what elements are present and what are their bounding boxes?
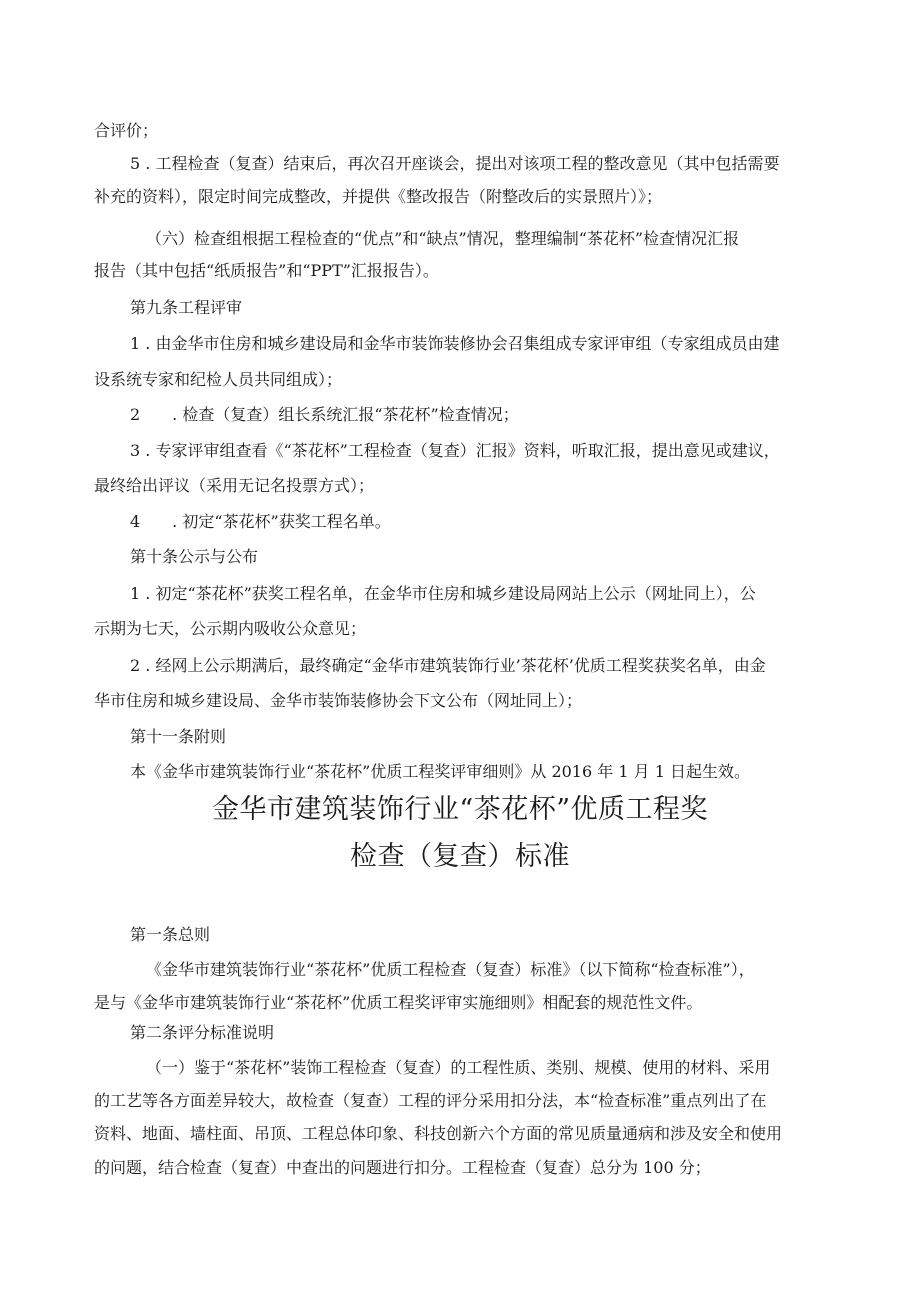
document-title-line2: 检查（复查）标准 <box>350 841 570 872</box>
text-line: 1 . 由金华市住房和城乡建设局和金华市装饰装修协会召集组成专家评审组（专家组成员由建 <box>130 334 780 353</box>
text-line: 资料、地面、墙柱面、吊顶、工程总体印象、科技创新六个方面的常见质量通病和涉及安全和使用 <box>94 1124 783 1143</box>
text-line: 4 . 初定“茶花杯”获奖工程名单。 <box>130 512 391 531</box>
text-line: 1 . 初定“茶花杯”获奖工程名单，在金华市住房和城乡建设局网站上公示（网址同上），公 <box>130 584 756 603</box>
text-line: 报告（其中包括“纸质报告”和“PPT”汇报报告）。 <box>94 261 439 280</box>
text-line: 是与《金华市建筑装饰行业“茶花杯”优质工程奖评审实施细则》相配套的规范性文件。 <box>94 993 703 1012</box>
text-line: 5 . 工程检查（复查）结束后，再次召开座谈会，提出对该项工程的整改意见（其中包括需要 <box>130 154 780 173</box>
section-heading: 第十条公示与公布 <box>130 547 259 566</box>
section-heading: 第一条总则 <box>130 925 211 944</box>
text-line: 本《金华市建筑装饰行业“茶花杯”优质工程奖评审细则》从 2016 年 1 月 1 日起生效。 <box>130 762 750 781</box>
text-line: 华市住房和城乡建设局、金华市装饰装修协会下文公布（网址同上）； <box>94 691 583 710</box>
text-line: 补充的资料），限定时间完成整改，并提供《整改报告（附整改后的实景照片）》； <box>94 187 663 206</box>
text-line: 3 . 专家评审组查看《“茶花杯”工程检查（复查）汇报》资料，听取汇报，提出意见或建议， <box>130 441 780 460</box>
text-line: （六）检查组根据工程检查的“优点”和“缺点”情况，整理编制“茶花杯”检查情况汇报 <box>146 229 740 248</box>
text-line: 的问题，结合检查（复查）中查出的问题进行扣分。工程检查（复查）总分为 100 分； <box>94 1158 711 1177</box>
text-line: 2 . 经网上公示期满后，最终确定“金华市建筑装饰行业’茶花杯’优质工程奖获奖名单，由金 <box>130 656 766 675</box>
text-line: 合评价； <box>94 121 159 140</box>
text-line: 设系统专家和纪检人员共同组成）； <box>94 370 343 389</box>
section-heading: 第二条评分标准说明 <box>130 1023 275 1042</box>
text-line: 2 . 检查（复查）组长系统汇报“茶花杯”检查情况； <box>130 405 519 424</box>
text-line: 最终给出评议（采用无记名投票方式）； <box>94 476 375 495</box>
section-heading: 第九条工程评审 <box>130 298 243 317</box>
section-heading: 第十一条附则 <box>130 727 227 746</box>
text-line: 示期为七天，公示期内吸收公众意见； <box>94 619 367 638</box>
text-line: 《金华市建筑装饰行业“茶花杯”优质工程检查（复查）标准》（以下简称“检查标准”）， <box>146 960 755 979</box>
text-line: 的工艺等各方面差异较大，故检查（复查）工程的评分采用扣分法，本“检查标准”重点列出了在 <box>94 1091 767 1110</box>
text-line: （一）鉴于“茶花杯”装饰工程检查（复查）的工程性质、类别、规模、使用的材料、采用 <box>146 1058 771 1077</box>
document-title-line1: 金华市建筑装饰行业“茶花杯”优质工程奖 <box>211 794 709 825</box>
